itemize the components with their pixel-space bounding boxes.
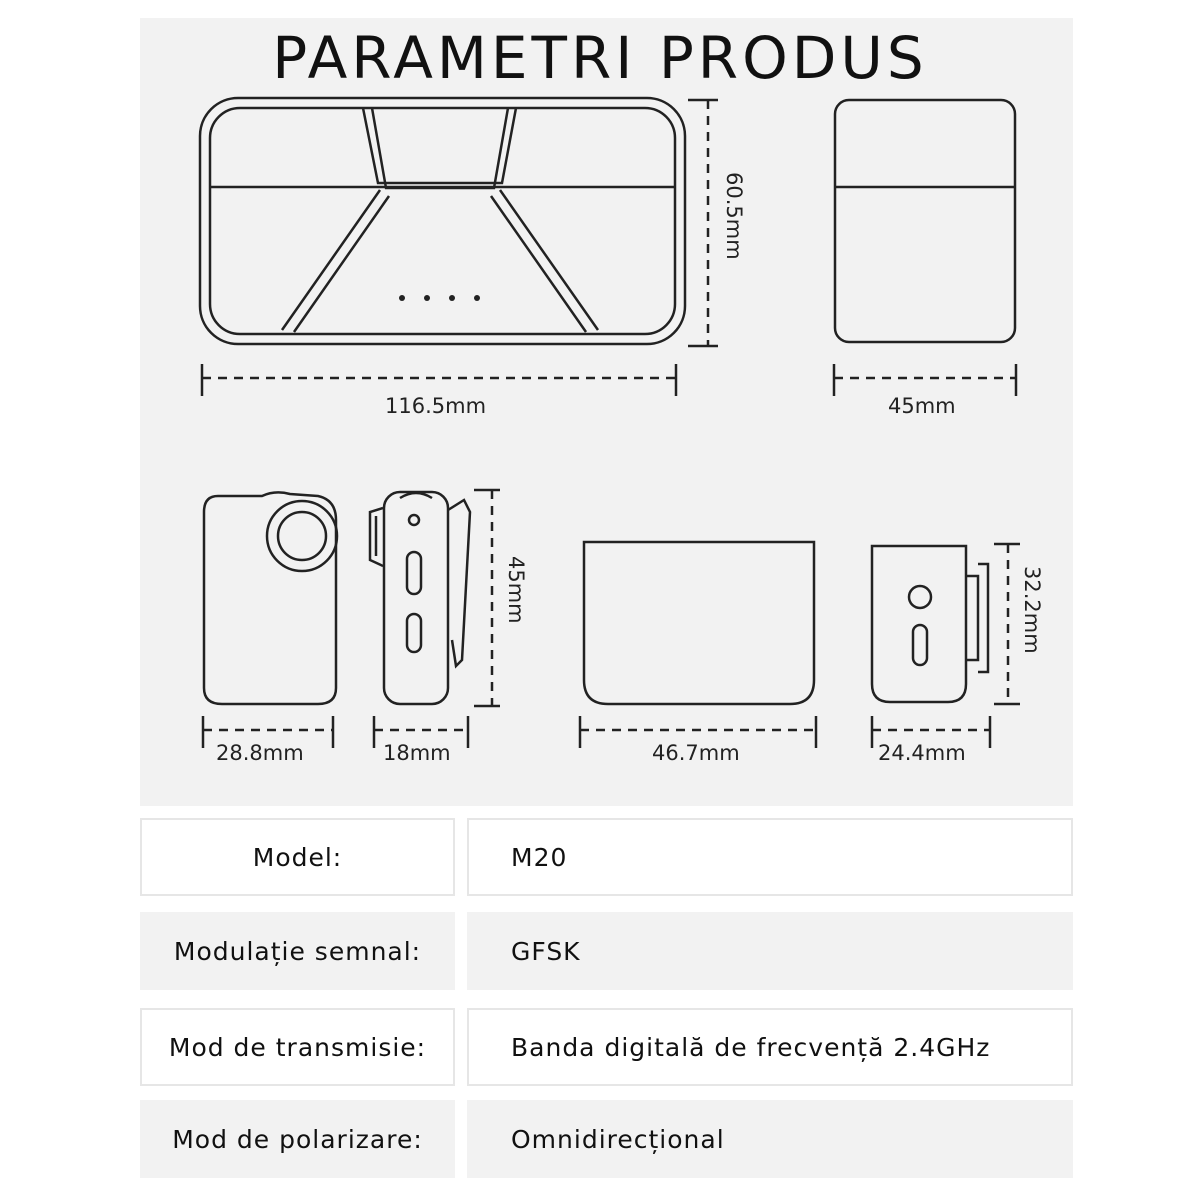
transmitter-front-drawing <box>204 492 337 704</box>
spec-label: Mod de polarizare: <box>140 1100 455 1178</box>
page-title: PARAMETRI PRODUS <box>272 24 928 92</box>
dim-label-rx-width: 46.7mm <box>652 741 740 765</box>
spec-label: Model: <box>140 818 455 896</box>
dim-label-rx-depth: 24.4mm <box>878 741 966 765</box>
dim-line-case-height <box>688 100 718 346</box>
spec-label: Mod de transmisie: <box>140 1008 455 1086</box>
dim-label-tx-depth: 18mm <box>383 741 451 765</box>
dim-label-tx-height: 45mm <box>504 556 528 624</box>
receiver-side-drawing <box>872 546 988 702</box>
dim-line-rx-height <box>994 544 1020 704</box>
spec-row-transmission <box>140 1008 1073 1090</box>
dim-line-tx-height <box>474 490 500 706</box>
receiver-front-drawing <box>584 542 814 704</box>
spec-row-model <box>140 818 1073 900</box>
dim-line-case-depth <box>834 364 1016 396</box>
dim-label-case-depth: 45mm <box>888 394 956 418</box>
charging-case-side-drawing <box>835 100 1015 342</box>
case-led-dots <box>399 295 480 301</box>
dim-label-case-width: 116.5mm <box>385 394 487 418</box>
spec-value: Omnidirecțional <box>467 1100 1073 1178</box>
spec-value: Banda digitală de frecvență 2.4GHz <box>467 1008 1073 1086</box>
dim-label-rx-height: 32.2mm <box>1020 566 1044 654</box>
spec-label: Modulație semnal: <box>140 912 455 990</box>
dim-label-case-height: 60.5mm <box>722 172 746 260</box>
spec-value: GFSK <box>467 912 1073 990</box>
dim-line-case-width <box>202 364 676 396</box>
transmitter-side-drawing <box>370 492 470 704</box>
spec-value: M20 <box>467 818 1073 896</box>
spec-row-polarization <box>140 1100 1073 1182</box>
dim-label-tx-width: 28.8mm <box>216 741 304 765</box>
charging-case-front-drawing <box>200 98 685 344</box>
spec-row-modulation <box>140 912 1073 994</box>
